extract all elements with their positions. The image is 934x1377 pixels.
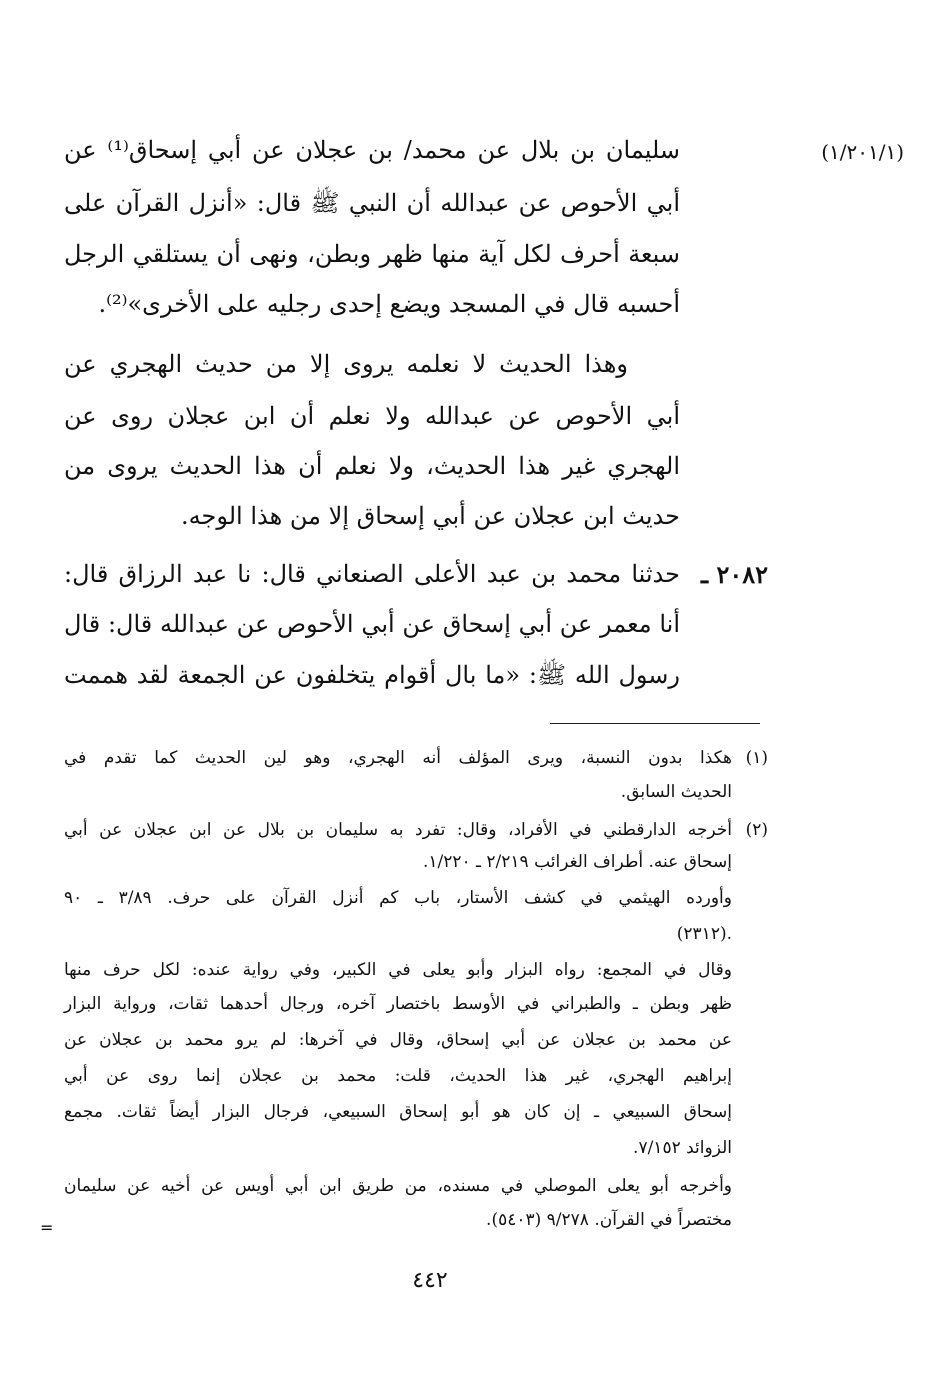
footnote-line: ظهر وبطن ـ والطبراني في الأوسط باختصار آخره، ورجال أحدهما ثقات، ورواية البزار (64, 994, 732, 1014)
text-line: أنا معمر عن أبي إسحاق عن أبي الأحوص عن عبدالله قال: قال (64, 610, 680, 638)
footnote-line: مختصراً في القرآن. ٩/٢٧٨ (٥٤٠٣). (486, 1210, 732, 1230)
text-line: حدثنا محمد بن عبد الأعلى الصنعاني قال: نا عبد الرزاق قال: (64, 560, 680, 588)
continuation-mark: = (40, 1218, 54, 1237)
footnote-line: وقال في المجمع: رواه البزار وأبو يعلى في الكبير، وفي رواية عنده: لكل حرف منها (64, 960, 732, 980)
text-line: حديث ابن عجلان عن أبي إسحاق إلا من هذا الوجه. (181, 502, 680, 530)
page-number: ٤٤٢ (412, 1268, 448, 1293)
footnote-marker: (٢) (745, 820, 768, 840)
footnote-line: الحديث السابق. (620, 782, 732, 802)
footnote-line: إبراهيم الهجري، غير هذا الحديث، قلت: محمد بن عجلان إنما روى عن أبي (64, 1066, 732, 1086)
text-line: وهذا الحديث لا نعلمه يروى إلا من حديث الهجري عن (64, 350, 628, 378)
text-line: أبي الأحوص عن عبدالله أن النبي ﷺ قال: «أنزل القرآن على (64, 189, 680, 217)
footnote-line: الزوائد ٧/١٥٢. (633, 1138, 732, 1158)
footnote-line: وأورده الهيثمي في كشف الأستار، باب كم أنزل القرآن على حرف. ٣/٨٩ ـ ٩٠ (64, 888, 732, 908)
footnote-line: أخرجه الدارقطني في الأفراد، وقال: تفرد به سليمان بن بلال عن ابن عجلان عن أبي (64, 820, 732, 840)
text-line: سبعة أحرف لكل آية منها ظهر وبطن، ونهى أن يستلقي الرجل (64, 240, 680, 268)
footnote-line: (٢٣١٢). (676, 924, 732, 944)
text-line: أبي الأحوص عن عبدالله ولا نعلم أن ابن عجلان روى عن (64, 402, 680, 430)
footnote-line: هكذا بدون النسبة، ويرى المؤلف أنه الهجري، وهو لين الحديث كما تقدم في (64, 748, 732, 768)
text-line: سليمان بن بلال عن محمد/ بن عجلان عن أبي إسحاق⁽¹⁾ عن (64, 136, 680, 164)
text-line: الهجري غير هذا الحديث، ولا نعلم أن هذا الحديث يروى من (64, 452, 680, 480)
footnote-line: إسحاق عنه. أطراف الغرائب ٢/٢١٩ ـ ١/٢٢٠. (422, 852, 732, 872)
hadith-number: ٢٠٨٢ ـ (701, 560, 768, 589)
footnote-divider (550, 723, 760, 724)
footnote-marker: (١) (745, 748, 768, 768)
footnote-line: وأخرجه أبو يعلى الموصلي في مسنده، من طريق ابن أبي أويس عن أخيه عن سليمان (64, 1176, 732, 1196)
manuscript-reference: (١/٢٠١/١) (821, 140, 904, 164)
footnote-line: عن محمد بن عجلان عن أبي إسحاق، وقال في آخرها: لم يرو محمد بن عجلان عن (64, 1030, 732, 1050)
text-line: أحسبه قال في المسجد ويضع إحدى رجليه على الأخرى»⁽²⁾. (98, 290, 680, 318)
text-line: رسول الله ﷺ: «ما بال أقوام يتخلفون عن الجمعة لقد هممت (64, 661, 680, 689)
footnote-line: إسحاق السبيعي ـ إن كان هو أبو إسحاق السبيعي، فرجال البزار أيضاً ثقات. مجمع (64, 1102, 732, 1122)
